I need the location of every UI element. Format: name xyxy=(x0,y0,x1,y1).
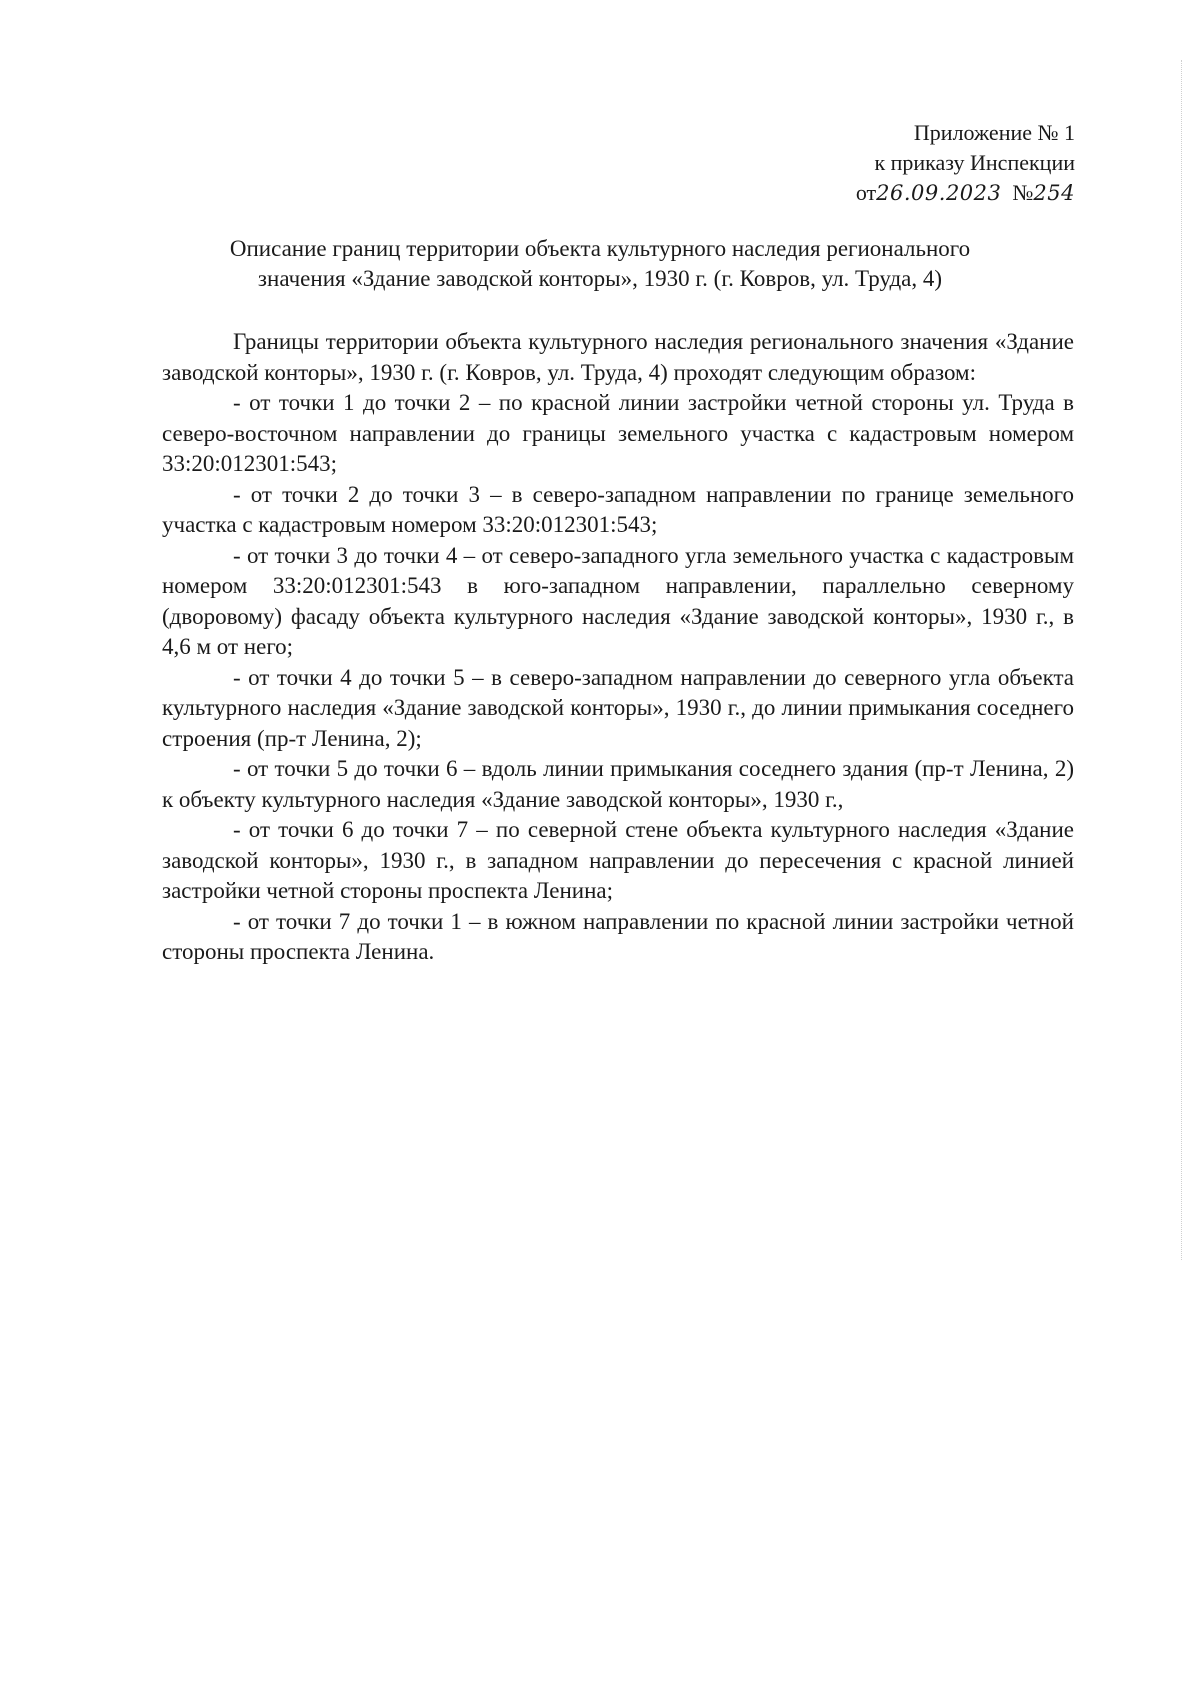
scan-edge-mark xyxy=(1180,60,1182,1260)
boundary-item-5-6: - от точки 5 до точки 6 – вдоль линии примыкания соседнего здания (пр-т Ленина, 2) к объекту культурного наследия «Здание заводской конторы», 1930 г., xyxy=(162,756,1074,812)
date-prefix: от xyxy=(855,180,877,205)
appendix-date-line xyxy=(856,178,1075,208)
boundary-item-1-2: - от точки 1 до точки 2 – по красной линии застройки четной стороны ул. Труда в северо-восточном направлении до границы земельного участка с кадастровым номером 33:20:012301:543; xyxy=(162,390,1074,476)
handwritten-number: 254 xyxy=(1033,181,1075,205)
appendix-number: Приложение № 1 xyxy=(913,120,1075,145)
document-title xyxy=(140,234,1060,294)
boundary-item-7-1: - от точки 7 до точки 1 – в южном направлении по красной линии застройки четной стороны проспекта Ленина. xyxy=(162,908,1074,964)
number-prefix: № xyxy=(1012,180,1034,205)
boundary-item-2-3: - от точки 2 до точки 3 – в северо-западном направлении по границе земельного участка с кадастровым номером 33:20:012301:543; xyxy=(162,481,1074,537)
boundary-item-4-5: - от точки 4 до точки 5 – в северо-западном направлении до северного угла объекта культурного наследия «Здание заводской конторы», 1930 г., до линии примыкания соседнего строения (пр-т Ленина, 2); xyxy=(162,664,1074,751)
document-body xyxy=(162,327,1074,968)
title-line-1: Описание границ территории объекта культурного наследия регионального xyxy=(229,236,971,261)
boundary-item-3-4: - от точки 3 до точки 4 – от северо-западного угла земельного участка с кадастровым номером 33:20:012301:543 в юго-западном направлении, параллельно северному (дворовому) фасаду объекта культурного наследия «Здание заводской конторы», 1930 г., в 4,6 м от него; xyxy=(162,542,1074,659)
intro-paragraph: Границы территории объекта культурного наследия регионального значения «Здание заводской конторы», 1930 г. (г. Ковров, ул. Труда, 4) проходят следующим образом: xyxy=(162,329,1074,385)
handwritten-date: 26.09.2023 xyxy=(876,181,1002,205)
appendix-order-ref: к приказу Инспекции xyxy=(874,150,1075,175)
appendix-header xyxy=(856,118,1075,208)
title-line-2: значения «Здание заводской конторы», 1930 г. (г. Ковров, ул. Труда, 4) xyxy=(257,266,943,291)
boundary-item-6-7: - от точки 6 до точки 7 – по северной стене объекта культурного наследия «Здание заводской конторы», 1930 г., в западном направлении до пересечения с красной линией застройки четной стороны проспекта Ленина; xyxy=(162,817,1074,903)
